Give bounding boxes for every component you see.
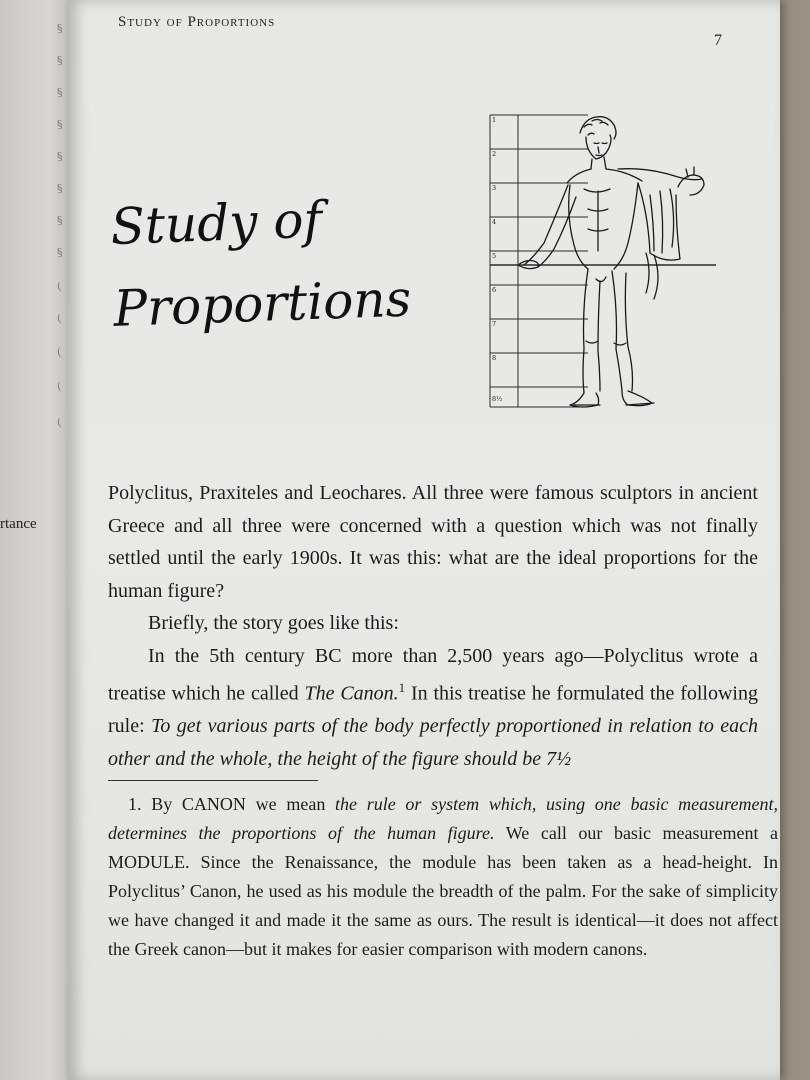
proportion-figure-illustration	[488, 105, 718, 415]
left-facing-page	[0, 0, 72, 1080]
running-head-text: Study of Proportions	[118, 14, 276, 30]
bleed-through-mark: (	[56, 415, 63, 430]
bleed-through-mark: §	[56, 53, 64, 68]
book-title-the-canon: The Canon.	[304, 682, 399, 705]
scale-label: 8	[492, 354, 497, 362]
bleed-through-mark: §	[56, 117, 64, 132]
footnote-divider	[108, 780, 318, 781]
scale-label: 1	[492, 116, 497, 124]
footnote	[108, 790, 778, 964]
chapter-title-line-1: Study of	[109, 190, 323, 256]
scale-label: 2	[492, 150, 497, 158]
body-text	[108, 477, 758, 775]
statue-figure-svg	[488, 105, 718, 415]
footnote-reference: 1	[398, 680, 406, 695]
bleed-through-mark: §	[56, 149, 64, 164]
bleed-through-mark: §	[56, 21, 64, 36]
bleed-through-mark: (	[56, 379, 63, 394]
chapter-title-line-2: Proportions	[112, 269, 413, 338]
scale-label: 3	[492, 184, 497, 192]
bleed-through-mark: (	[56, 345, 63, 360]
polyclitus-rule: To get various parts of the body perfectly proportioned in relation to each other and the whole, the height of the figure should be 7½	[108, 715, 758, 770]
footnote-text	[108, 790, 778, 964]
bleed-through-mark: §	[56, 213, 64, 228]
scale-label: 6	[492, 286, 497, 294]
scale-label: 7	[492, 320, 497, 328]
paragraph-3-text-mid: In this treatise he formulated the following rule:	[108, 682, 758, 738]
paragraph-3-text: In the 5th century BC more than 2,500 years ago—Polyclitus wrote a treatise which he called	[108, 644, 758, 705]
bleed-through-mark: §	[56, 245, 64, 260]
page-number: 7	[714, 32, 722, 49]
left-page-text-fragment: rtance	[0, 516, 37, 532]
paragraph-2: Briefly, the story goes like this:	[148, 612, 399, 634]
footnote-lead: 1. By CANON we mean	[128, 794, 336, 814]
bleed-through-mark: §	[56, 85, 64, 100]
running-head	[118, 14, 275, 31]
scale-label: 4	[492, 218, 497, 226]
footnote-definition: the rule or system which, using one basic measurement, determines the proportions of the human figure.	[108, 794, 778, 843]
chapter-title	[109, 174, 455, 350]
scale-label: 5	[492, 252, 497, 260]
paragraph-3	[108, 640, 758, 776]
bleed-through-mark: §	[56, 181, 64, 196]
paragraph-1: Polyclitus, Praxiteles and Leochares. All three were famous sculptors in ancient Greece and all three were concerned with a question which was not finally settled until the early 1900s. It was this: what are the ideal proportions for the human figure?	[108, 482, 758, 602]
footnote-body: We call our basic measurement a MODULE. Since the Renaissance, the module has been taken as a head-height. In Polyclitus’ Canon, he used as his module the breadth of the palm. For the sake of simplicity we have changed it and made it the same as ours. The result is identical—it does not affect the Greek canon—but it makes for easier comparison with modern canons.	[108, 823, 779, 959]
book-page	[68, 0, 780, 1080]
bleed-through-mark: (	[56, 279, 63, 294]
statue-drawing	[518, 117, 704, 407]
scale-label: 8½	[492, 395, 503, 403]
bleed-through-mark: (	[56, 311, 63, 326]
